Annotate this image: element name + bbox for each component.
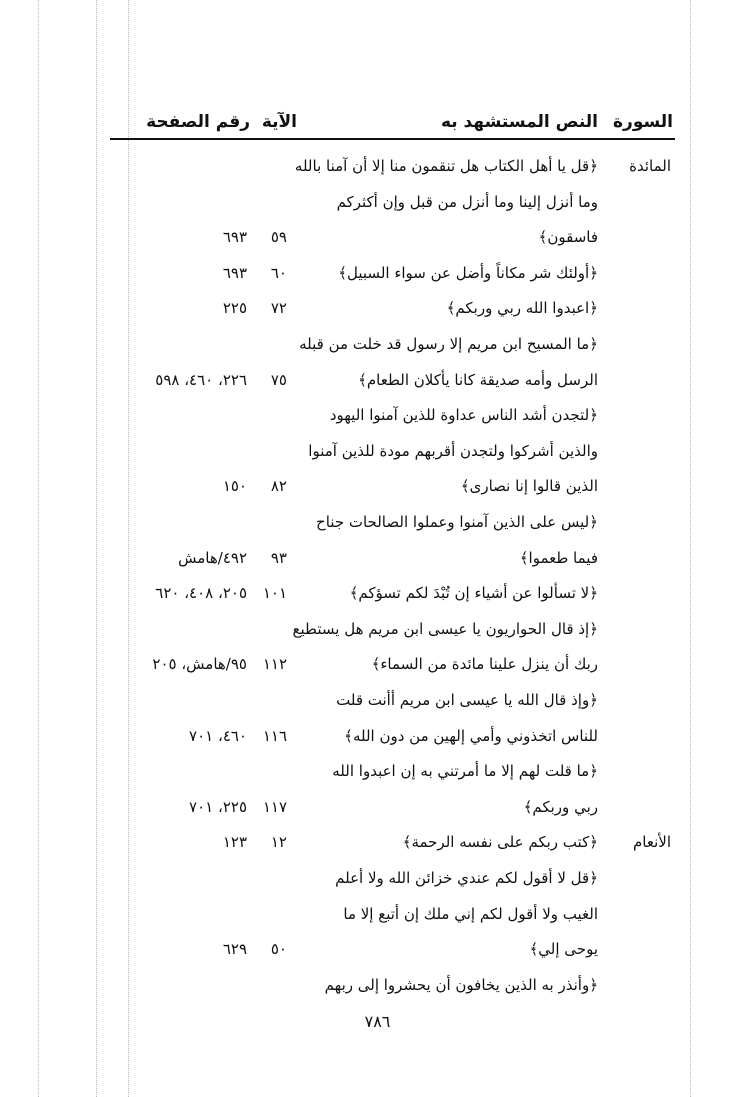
row-verse: ٨٢: [270, 477, 287, 496]
table-row: [0, 294, 755, 322]
table-row: [0, 401, 755, 429]
row-pages: ٢٢٥: [222, 299, 247, 318]
table-row: [0, 188, 755, 216]
row-surah: المائدة: [629, 157, 671, 175]
table-row: [0, 615, 755, 643]
row-verse: ٧٢: [270, 299, 287, 318]
table-row: [0, 971, 755, 999]
row-text: ﴿اعبدوا الله ربي وربكم﴾: [446, 299, 598, 318]
table-row: [0, 793, 755, 821]
row-text: ﴿ليس على الذين آمنوا وعملوا الصالحات جناح: [316, 513, 598, 531]
row-pages: ٦٢٩: [222, 940, 247, 959]
row-text: ﴿أولئك شر مكاناً وأضل عن سواء السبيل﴾: [338, 263, 598, 282]
row-pages: ٦٩٣: [222, 228, 247, 247]
table-row: [0, 223, 755, 251]
row-text: فاسقون﴾: [538, 228, 598, 247]
row-text: الرسل وأمه صديقة كانا يأكلان الطعام﴾: [358, 370, 598, 389]
row-verse: ٩٣: [270, 548, 287, 567]
row-text: ربك أن ينزل علينا مائدة من السماء﴾: [371, 655, 598, 674]
row-pages: ٢٢٦، ٤٦٠، ٥٩٨: [155, 370, 247, 389]
row-pages: ٤٩٢/هامش: [178, 548, 247, 567]
row-text: وما أنزل إلينا وما أنزل من قبل وإن أكثركم: [336, 192, 598, 211]
row-text: الذين قالوا إنا نصارى﴾: [460, 477, 598, 496]
row-pages: ٢٢٥، ٧٠١: [189, 797, 247, 816]
row-verse: ٧٥: [270, 370, 287, 389]
row-verse: ١١٦: [262, 726, 287, 745]
table-row: [0, 757, 755, 785]
table-row: [0, 900, 755, 928]
row-text: ﴿قل يا أهل الكتاب هل تنقمون منا إلا أن آمنا بالله: [294, 157, 598, 175]
row-text: ﴿إذ قال الحواريون يا عيسى ابن مريم هل يستطيع: [292, 619, 598, 638]
table-row: [0, 259, 755, 287]
table-header: [0, 112, 755, 138]
table-row: [0, 330, 755, 358]
row-verse: ٦٠: [270, 263, 287, 282]
header-verse: الآية: [261, 112, 297, 132]
row-surah: الأنعام: [633, 833, 671, 852]
header-surah: السورة: [613, 112, 673, 132]
row-text: ﴿كتب ربكم على نفسه الرحمة﴾: [402, 833, 598, 852]
header-text: النص المستشهد به: [440, 112, 598, 132]
row-text: ﴿ما قلت لهم إلا ما أمرتني به إن اعبدوا الله: [332, 762, 598, 781]
table-row: [0, 935, 755, 963]
row-pages: ٢٠٥، ٤٠٨، ٦٢٠: [155, 584, 247, 603]
row-verse: ٥٠: [270, 940, 287, 959]
row-text: ﴿لتجدن أشد الناس عداوة للذين آمنوا اليهود: [329, 406, 598, 425]
row-text: يوحى إلي﴾: [529, 940, 598, 959]
table-row: [0, 579, 755, 607]
table-row: [0, 650, 755, 678]
table-row: [0, 828, 755, 856]
row-verse: ١٠١: [262, 584, 287, 603]
row-text: ﴿وإذ قال الله يا عيسى ابن مريم أأنت قلت: [336, 691, 598, 709]
row-text: ﴿لا تسألوا عن أشياء إن تُبْدَ لكم تسؤكم﴾: [349, 584, 598, 603]
row-text: والذين أشركوا ولتجدن أقربهم مودة للذين آمنوا: [308, 441, 598, 460]
row-text: ﴿وأنذر به الذين يخافون أن يحشروا إلى ربهم: [324, 975, 598, 994]
row-text: للناس اتخذوني وأمي إلهين من دون الله﴾: [344, 726, 598, 745]
row-text: الغيب ولا أقول لكم إني ملك إن أتبع إلا ما: [343, 904, 598, 923]
row-verse: ٥٩: [270, 228, 287, 247]
row-text: ﴿قل لا أقول لكم عندي خزائن الله ولا أعلم: [335, 869, 598, 887]
row-text: ربي وربكم﴾: [523, 797, 598, 816]
row-verse: ١١٧: [262, 797, 287, 816]
row-pages: ١٥٠: [222, 477, 247, 496]
table-row: [0, 686, 755, 714]
row-pages: ٤٦٠، ٧٠١: [189, 726, 247, 745]
table-row: [0, 437, 755, 465]
table-row: [0, 544, 755, 572]
row-text: ﴿ما المسيح ابن مريم إلا رسول قد خلت من قبله: [299, 335, 598, 353]
page-number: ٧٨٦: [364, 1012, 391, 1031]
row-verse: ١١٢: [262, 655, 287, 674]
header-page: رقم الصفحة: [146, 112, 250, 132]
table-row: [0, 722, 755, 750]
table-row: [0, 366, 755, 394]
table-row: [0, 152, 755, 180]
row-text: فيما طعموا﴾: [519, 548, 598, 567]
table-row: [0, 864, 755, 892]
table-row: [0, 508, 755, 536]
row-pages: ٦٩٣: [222, 263, 247, 282]
header-rule: [110, 138, 675, 140]
table-row: [0, 472, 755, 500]
row-verse: ١٢: [270, 833, 287, 852]
row-pages: ٩٥/هامش، ٢٠٥: [152, 655, 247, 674]
row-pages: ١٢٣: [222, 833, 247, 852]
